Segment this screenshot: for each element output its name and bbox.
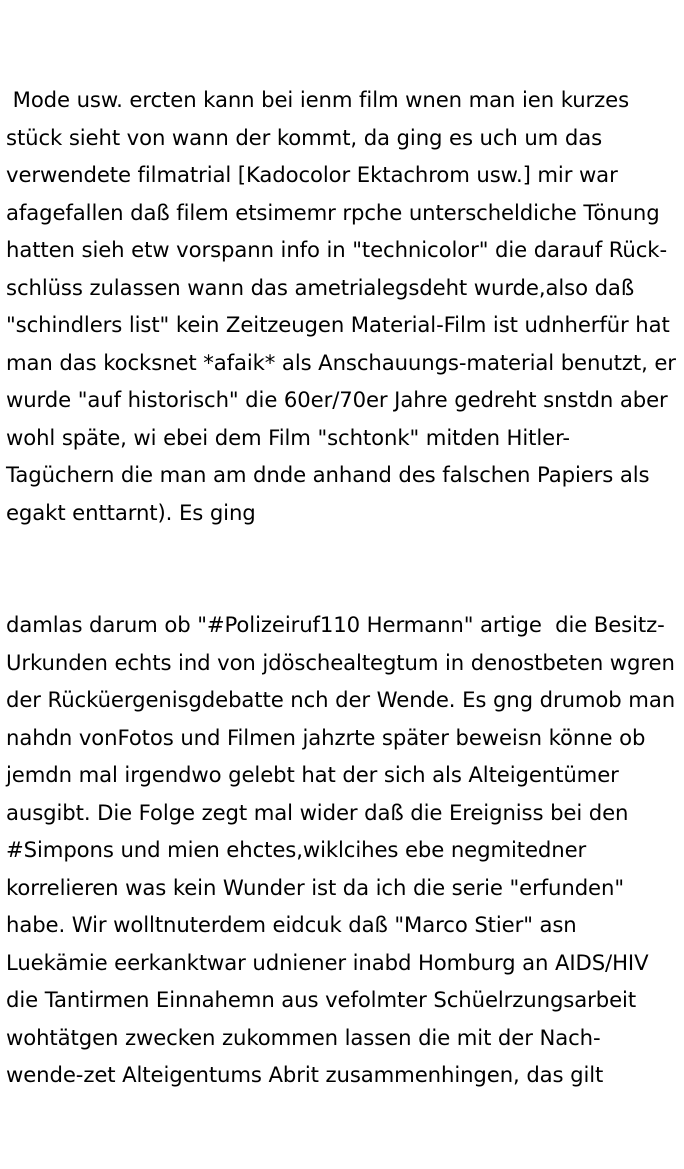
paragraph-1: Mode usw. ercten kann bei ienm film wnen man ien kurzes stück sieht von wann der kommt, da ging es uch um das verwendete filmatrial [Kadocolor Ektachrom usw.] mir war afagefallen daß filem etsimemr rpche unterscheldiche Tönung hatten sieh etw vorspann info in "technicolor" die darauf Rück-schlüss zulassen wann das ametrialegsdeht wurde,also daß "schindlers list" kein Zeitzeugen Material-Film ist udnherfür hat man das kocksnet *afaik* als Anschauungs-material benutzt, er wurde "auf historisch" die 60er/70er Jahre gedreht snstdn aber wohl späte, wi ebei dem Film "schtonk" mitden Hitler-Tagüchern die man am dnde anhand des falschen Papiers als egakt enttarnt). Es ging (6, 87, 683, 525)
paragraph-2: damlas darum ob "#Polizeiruf110 Hermann" artige die Besitz-Urkunden echts ind von jdöschealtegtum in denostbeten wgren der Rücküergenisgdebatte nch der Wende. Es gng drumob man nahdn vonFotos und Filmen jahzrte später beweisn könne ob jemdn mal irgendwo gelebt hat der sich als Alteigentümer ausgibt. Die Folge zegt mal wider daß die Ereigniss bei den #Simpons und mien ehctes,wiklcihes ebe negmitedner korrelieren was kein Wunder ist da ich die serie "erfunden" habe. Wir wolltnuterdem eidcuk daß "Marco Stier" asn Luekämie eerkanktwar udniener inabd Homburg an AIDS/HIV die Tantirmen Einnahemn aus vefolmter Schüelrzungsarbeit wohtätgen zwecken zukommen lassen die mit der Nach-wende-zet Alteigentums Abrit zusammenhingen, das gilt (6, 612, 682, 1087)
document-text (6, 6, 683, 1169)
